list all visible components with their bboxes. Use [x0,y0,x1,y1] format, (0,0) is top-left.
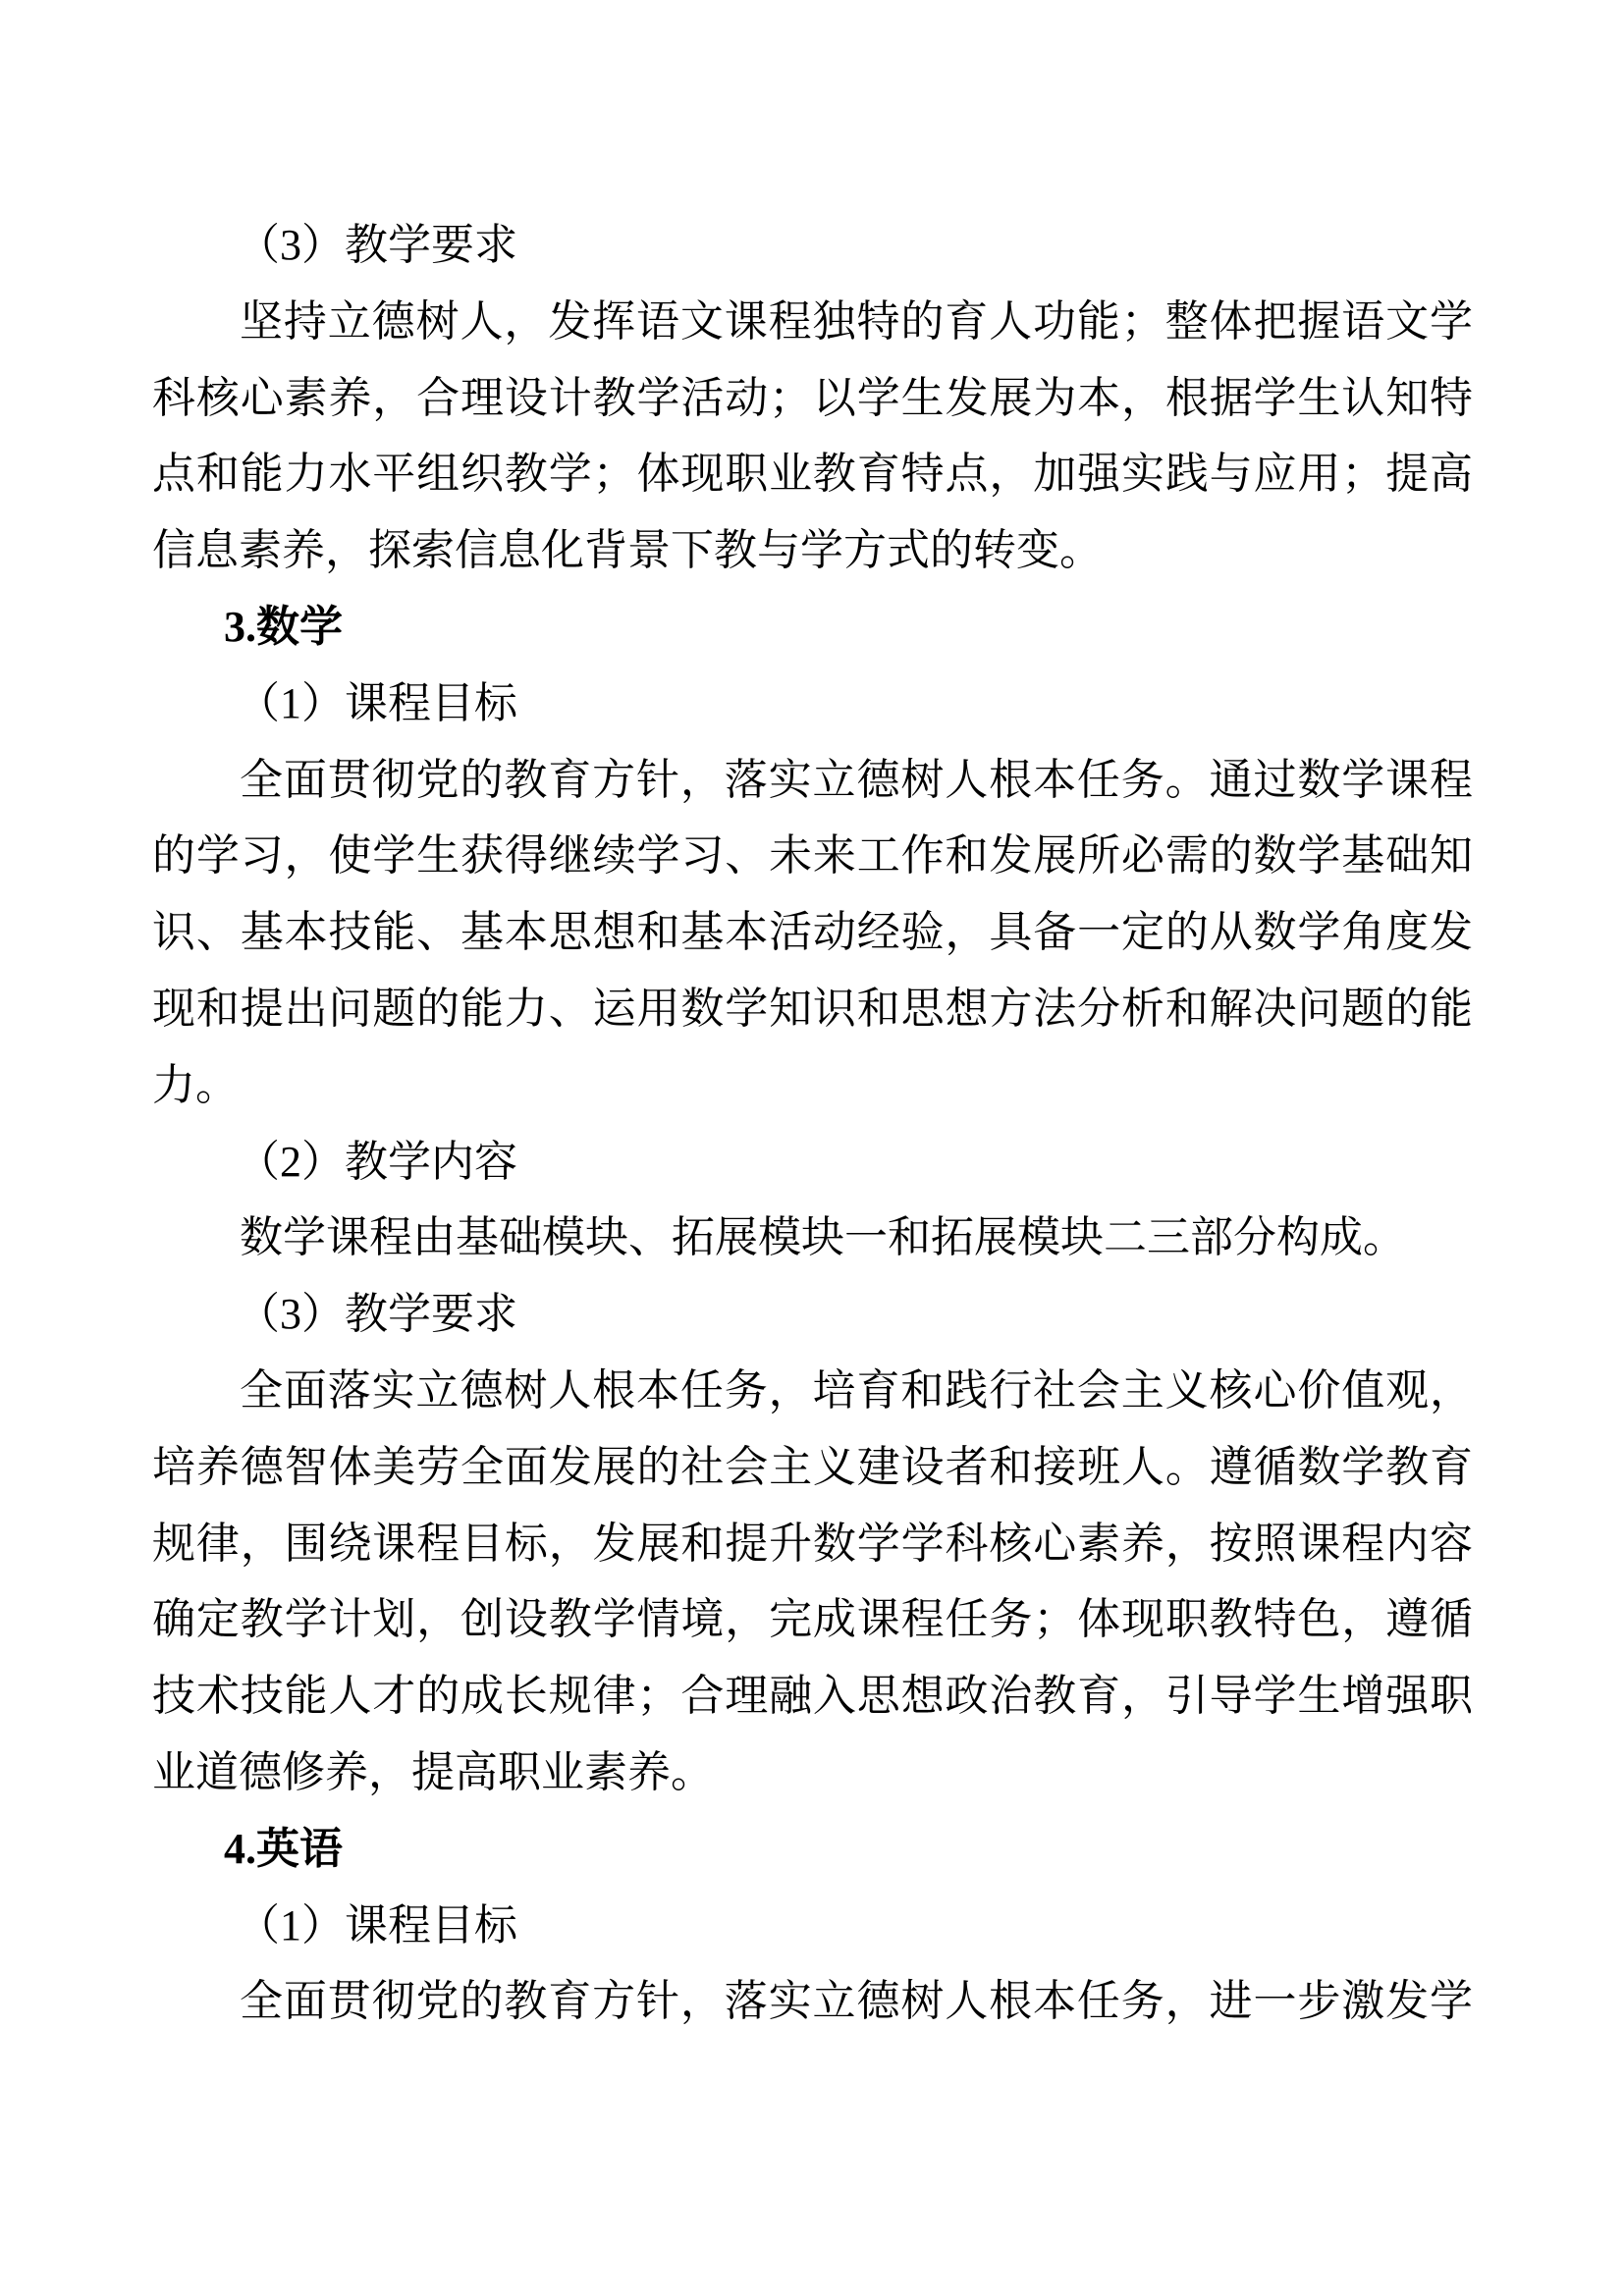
text-line: 3.数学 [224,602,343,651]
paragraph-body-paragraph [152,284,1473,589]
text-line: 现和提出问题的能力、运用数学知识和思想方法分析和解决问题的能 [152,984,1473,1033]
text-line: （1）课程目标 [237,1900,517,1949]
paragraph-section-heading [152,589,1473,666]
text-line: （1）课程目标 [237,678,517,727]
document-body [152,207,1473,2040]
text-line: 坚持立德树人，发挥语文课程独特的育人功能；整体把握语文学 [240,296,1473,346]
text-line: 的学习，使学生获得继续学习、未来工作和发展所必需的数学基础知 [152,831,1473,881]
text-line: 全面贯彻党的教育方针，落实立德树人根本任务。通过数学课程 [240,755,1473,804]
text-line: 科核心素养，合理设计教学活动；以学生发展为本，根据学生认知特 [152,373,1473,422]
paragraph-body-paragraph [152,1963,1473,2040]
text-line: 全面贯彻党的教育方针，落实立德树人根本任务，进一步激发学 [240,1977,1473,2026]
paragraph-body-paragraph [152,742,1473,1124]
text-line: 确定教学计划，创设教学情境，完成课程任务；体现职教特色，遵循 [152,1595,1473,1644]
text-line: （2）教学内容 [237,1137,517,1186]
paragraph-clause-heading [152,1888,1473,1964]
paragraph-clause-heading [152,1276,1473,1353]
paragraph-body-paragraph [152,1353,1473,1811]
text-line: （3）教学要求 [237,221,517,269]
text-line: 全面落实立德树人根本任务，培育和践行社会主义核心价值观， [240,1365,1473,1415]
text-line: 数学课程由基础模块、拓展模块一和拓展模块二三部分构成。 [240,1213,1406,1262]
text-line: 培养德智体美劳全面发展的社会主义建设者和接班人。遵循数学教育 [152,1442,1473,1491]
text-line: 规律，围绕课程目标，发展和提升数学学科核心素养，按照课程内容 [152,1519,1473,1568]
text-line: 识、基本技能、基本思想和基本活动经验，具备一定的从数学角度发 [152,908,1473,957]
text-line: 业道德修养，提高职业素养。 [152,1747,714,1796]
text-line: 信息素养，探索信息化背景下教与学方式的转变。 [152,526,1103,575]
paragraph-body-paragraph [152,1200,1473,1276]
paragraph-section-heading [152,1811,1473,1888]
text-line: （3）教学要求 [237,1290,517,1339]
text-line: 力。 [152,1060,239,1109]
paragraph-clause-heading [152,207,1473,284]
paragraph-clause-heading [152,1124,1473,1201]
text-line: 点和能力水平组织教学；体现职业教育特点，加强实践与应用；提高 [152,450,1473,499]
paragraph-clause-heading [152,666,1473,742]
text-line: 技术技能人才的成长规律；合理融入思想政治教育，引导学生增强职 [152,1672,1473,1721]
text-line: 4.英语 [224,1824,343,1873]
